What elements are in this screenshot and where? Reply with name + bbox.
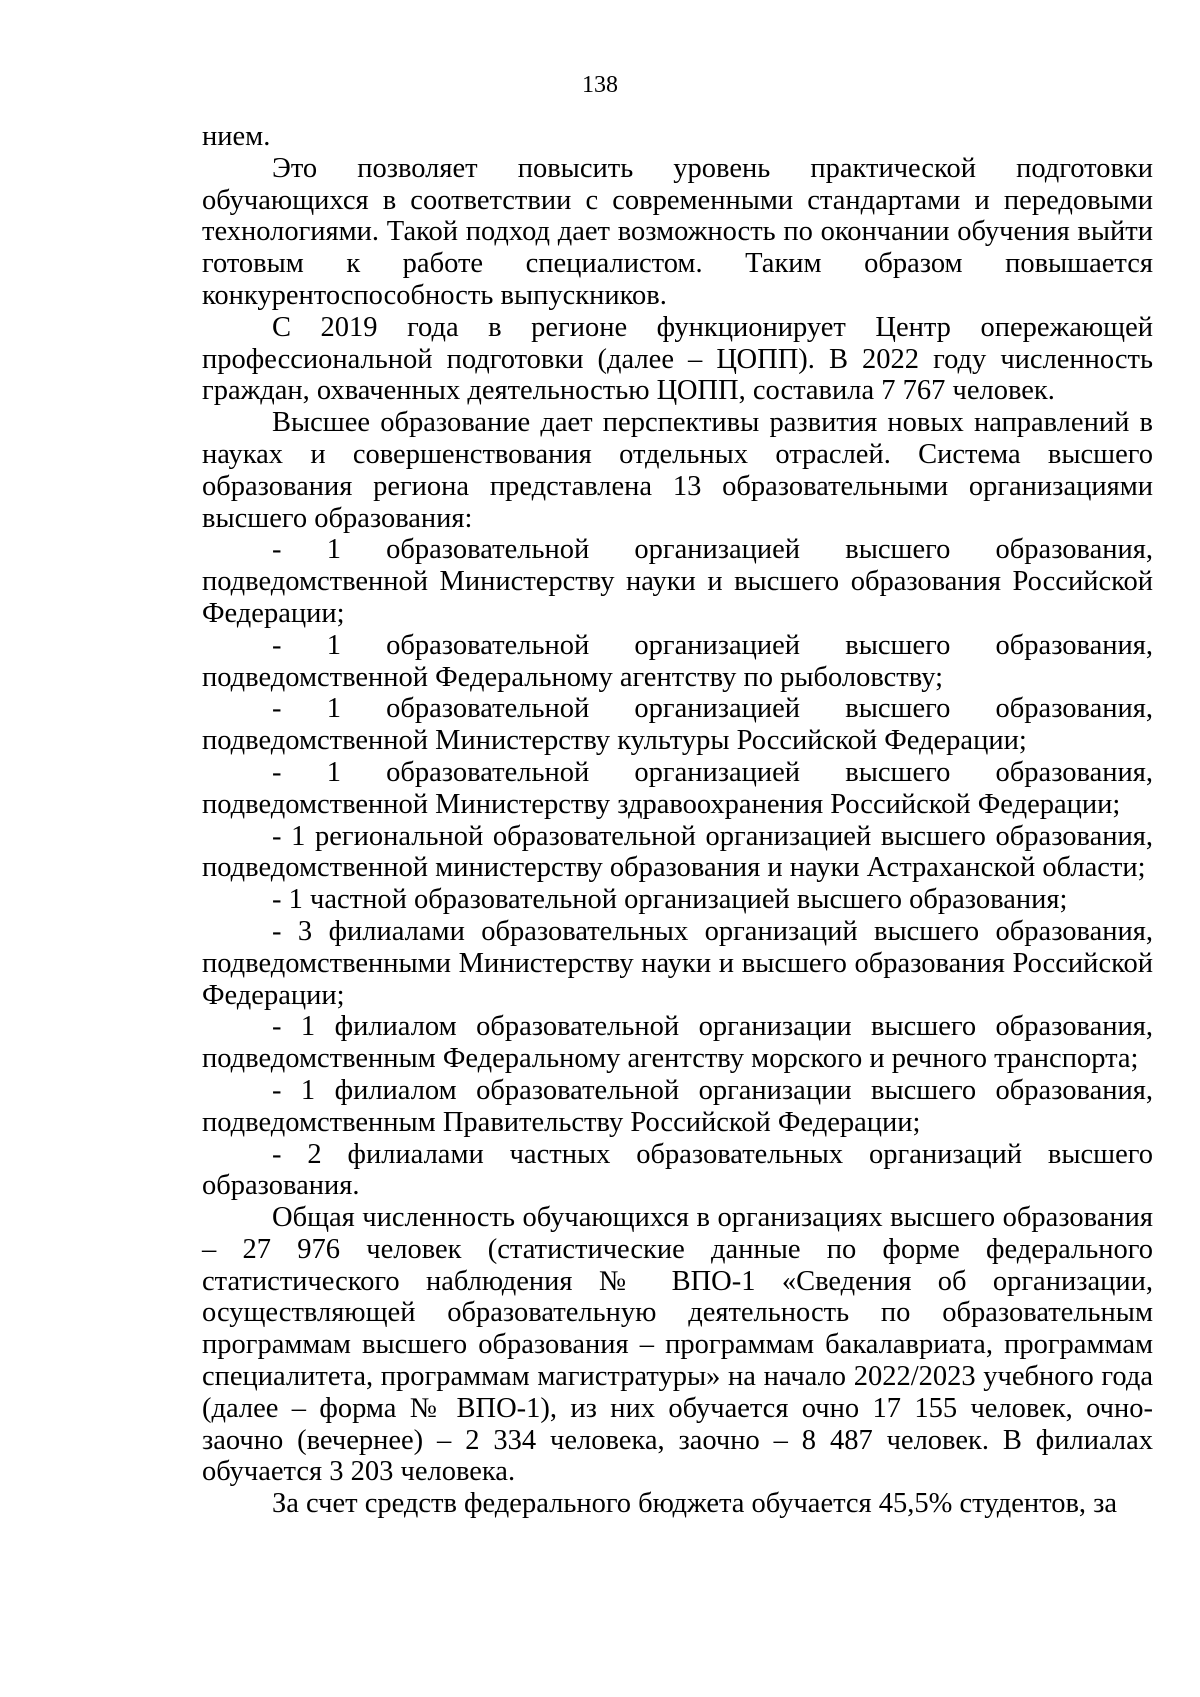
paragraph: Высшее образование дает перспективы развития новых направлений в науках и совершенствования отдельных отраслей. Система высшего образования региона представлена 13 образовательными организациями высшего образования: — [202, 407, 1153, 534]
paragraph: Общая численность обучающихся в организациях высшего образования – 27 976 человек (статистические данные по форме федерального статистического наблюдения № ВПО-1 «Сведения об организации, осуществляющей образовательную деятельность по образовательным программам высшего образования – программам бакалавриата, программам специалитета, программам магистратуры» на начало 2022/2023 учебного года (далее – форма № ВПО-1), из них обучается очно 17 155 человек, очно-заочно (вечернее) – 2 334 человека, заочно – 8 487 человек. В филиалах обучается 3 203 человека. — [202, 1202, 1153, 1488]
list-item: - 2 филиалами частных образовательных организаций высшего образования. — [202, 1138, 1153, 1202]
list-item: - 1 образовательной организацией высшего образования, подведомственной Министерству здравоохранения Российской Федерации; — [202, 756, 1153, 820]
list-item: - 1 образовательной организацией высшего образования, подведомственной Федеральному агентству по рыболовству; — [202, 629, 1153, 693]
list-item: - 3 филиалами образовательных организаций высшего образования, подведомственными Министерству науки и высшего образования Российской Федерации; — [202, 915, 1153, 1011]
list-item: - 1 образовательной организацией высшего образования, подведомственной Министерству культуры Российской Федерации; — [202, 693, 1153, 757]
paragraph: нием. — [202, 121, 271, 152]
list-item: - 1 региональной образовательной организацией высшего образования, подведомственной министерству образования и науки Астраханской области; — [202, 820, 1153, 884]
list-item: - 1 филиалом образовательной организации высшего образования, подведомственным Правительству Российской Федерации; — [202, 1074, 1153, 1138]
paragraph: Это позволяет повысить уровень практической подготовки обучающихся в соответствии с современными стандартами и передовыми технологиями. Такой подход дает возможность по окончании обучения выйти готовым к работе специалистом. Таким образом повышается конкурентоспособность выпускников. — [202, 152, 1153, 311]
document-body — [202, 121, 1153, 1520]
list-item: - 1 филиалом образовательной организации высшего образования, подведомственным Федеральному агентству морского и речного транспорта; — [202, 1011, 1153, 1075]
paragraph: За счет средств федерального бюджета обучается 45,5% студентов, за — [272, 1488, 1118, 1520]
page-number: 138 — [582, 72, 618, 98]
paragraph: С 2019 года в регионе функционирует Центр опережающей профессиональной подготовки (далее – ЦОПП). В 2022 году численность граждан, охваченных деятельностью ЦОПП, составила 7 767 человек. — [202, 311, 1153, 407]
list-item: - 1 частной образовательной организацией высшего образования; — [272, 884, 1068, 916]
list-item: - 1 образовательной организацией высшего образования, подведомственной Министерству науки и высшего образования Российской Федерации; — [202, 534, 1153, 629]
